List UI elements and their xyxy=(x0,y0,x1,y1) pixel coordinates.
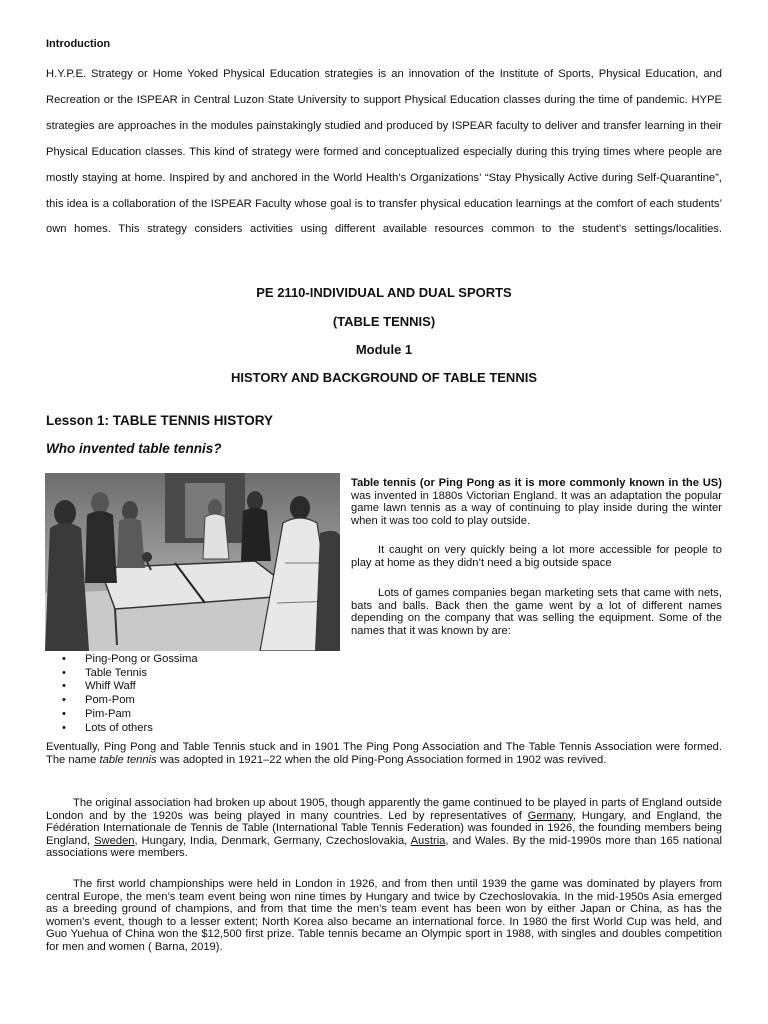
module-number: Module 1 xyxy=(355,342,413,357)
intro-paragraph: H.Y.P.E. Strategy or Home Yoked Physical Education strategies is an innovation of the Institute of Sports, Physical Education, and Recreation or the ISPEAR in Central Luzon State University to support Physical Education classes during the time of pandemic. HYPE strategies are approaches in the modules painstakingly studied and produced by ISPEAR faculty to deliver and transfer learning in their Physical Education classes. This kind of strategy were formed and conceptualized especially during this trying times where people are mostly staying at home. Inspired by and anchored in the World Health’s Organizations’ “Stay Physically Active during Self-Quarantine”, this idea is a collaboration of the ISPEAR Faculty whose goal is to transfer physical education learnings at the comfort of each students’ own homes. This strategy considers activities using different available resources common to the student’s settings/localities. xyxy=(46,68,722,236)
associations-paragraph xyxy=(46,741,722,766)
championships-paragraph: The first world championships were held in London in 1926, and from then until 1939 the game was dominated by players from central Europe, the men’s team event being won nine times by Hungary and twice by Czechoslovakia. In the mid-1950s Asia emerged as a breeding ground of champions, and from that time the men’s team event has been won by either Japan or China, as has the women’s event, though to a lesser extent; North Korea also became an international force. In 1980 the first World Cup was held, and Guo Yuehua of China won the $12,500 first prize. Table tennis became an Olympic sport in 1988, with singles and doubles competition for men and women ( Barna, 2019). xyxy=(46,878,722,953)
austria-link[interactable]: Austria xyxy=(410,834,446,847)
marketing-paragraph: Lots of games companies began marketing sets that came with nets, bats and balls. Back then the game went by a lot of different names depending on the company that was selling the equipment. Some of the names that it was known by are: xyxy=(351,587,722,637)
text-run: Eventually, Ping Pong and Table Tennis stuck and in 1901 The Ping Pong Association and The Table Tennis Association were formed. The name xyxy=(46,741,722,766)
text-run: , and Wales. By the mid-1990s more than 165 national associations were members. xyxy=(46,834,723,860)
text-run: The original association had broken up about 1905, though apparently the game continued to be played in parts of England outside London and by the 1920s was being played in many countries. Led by representatives of xyxy=(46,797,722,822)
victorian-ping-pong-illustration xyxy=(45,473,340,651)
list-item: • Pim-Pam xyxy=(62,708,198,722)
invention-paragraph xyxy=(351,477,722,527)
list-item: • Ping-Pong or Gossima xyxy=(62,653,198,667)
text-run: , Hungary, and England, the Fédération Internationale de Tennis de Table (International Table Tennis Federation) was founded in 1926, the founding members being England, xyxy=(46,809,722,847)
illustration-drawing xyxy=(45,473,340,651)
italic-term: table tennis xyxy=(99,753,157,766)
invention-rest: was invented in 1880s Victorian England. It was an adaptation the popular game lawn tennis as a way of continuing to play inside during the winter when it was too cold to play outside. xyxy=(351,489,722,527)
game-names-list xyxy=(62,653,198,735)
sweden-link[interactable]: Sweden xyxy=(94,834,135,847)
sport-title: (TABLE TENNIS) xyxy=(332,314,436,329)
popularity-paragraph: It caught on very quickly being a lot more accessible for people to play at home as they didn’t need a big outside space xyxy=(351,544,722,569)
list-item: • Lots of others xyxy=(62,722,198,736)
list-item: • Whiff Waff xyxy=(62,680,198,694)
text-run: , Hungary, India, Denmark, Germany, Czechoslovakia, xyxy=(134,834,411,847)
module-title: HISTORY AND BACKGROUND OF TABLE TENNIS xyxy=(231,370,537,385)
text-run: was adopted in 1921–22 when the old Ping-Pong Association formed in 1902 was revived. xyxy=(156,753,607,766)
invention-bold-phrase: Table tennis (or Ping Pong as it is more commonly known in the US) xyxy=(351,477,722,489)
list-item: • Table Tennis xyxy=(62,667,198,681)
lesson-title: Lesson 1: TABLE TENNIS HISTORY xyxy=(46,413,274,428)
federation-paragraph xyxy=(46,797,722,860)
list-item: • Pom-Pom xyxy=(62,694,198,708)
course-title: PE 2110-INDIVIDUAL AND DUAL SPORTS xyxy=(256,285,512,300)
intro-heading: Introduction xyxy=(46,38,111,50)
germany-link[interactable]: Germany xyxy=(527,809,573,822)
lesson-question: Who invented table tennis? xyxy=(46,441,222,456)
